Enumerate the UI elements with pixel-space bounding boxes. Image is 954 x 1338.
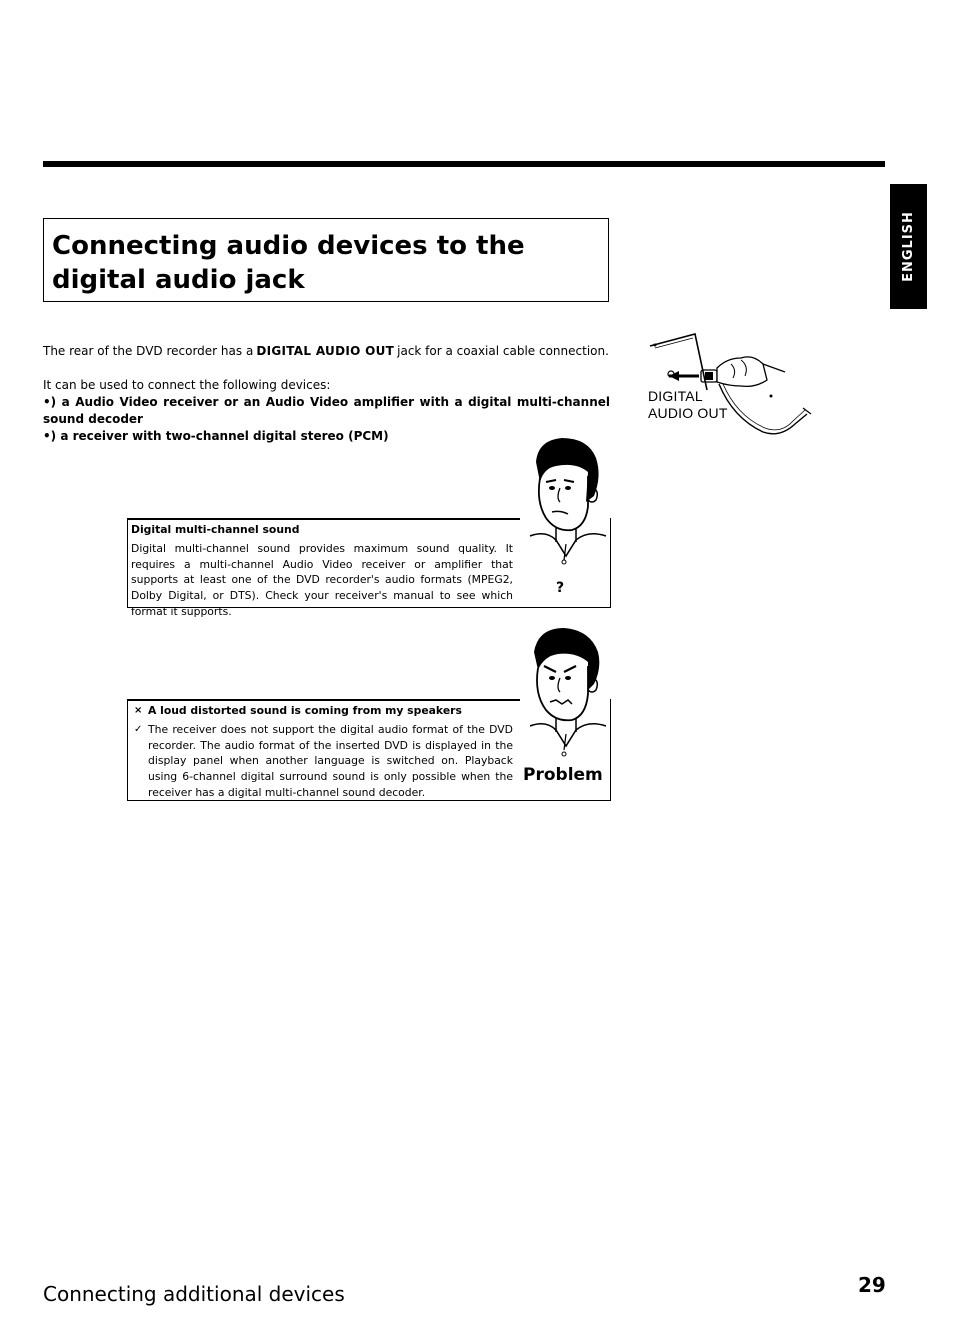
frustrated-man-icon bbox=[516, 622, 612, 762]
page-number: 29 bbox=[858, 1273, 886, 1297]
use-paragraph: It can be used to connect the following devices: bbox=[43, 378, 331, 392]
title-box bbox=[43, 218, 609, 302]
footer-section-title: Connecting additional devices bbox=[43, 1282, 345, 1306]
digital-audio-out-illustration bbox=[645, 328, 815, 440]
problem-text: A loud distorted sound is coming from my speakers bbox=[148, 704, 462, 717]
body-text bbox=[43, 343, 610, 445]
top-rule bbox=[43, 161, 885, 167]
problem-label: Problem bbox=[523, 765, 603, 785]
cable-plug-icon bbox=[645, 328, 815, 440]
problem-mark-icon: × bbox=[134, 705, 143, 716]
device-item: •) a Audio Video receiver or an Audio Video amplifier with a digital multi-channel sound decoder bbox=[43, 395, 610, 426]
solution-text: The receiver does not support the digital audio format of the DVD recorder. The audio format of the inserted DVD is displayed in the display panel when another language is switched on. Playback using 6-channel digital surround sound is only possible when the receiver has a digital multi-channel sound decoder. bbox=[148, 722, 513, 799]
digital-audio-out-keyword: DIGITAL AUDIO OUT bbox=[256, 344, 395, 358]
audio-out-label: AUDIO OUT bbox=[648, 405, 728, 421]
question-label: ? bbox=[556, 580, 565, 596]
solution-row bbox=[134, 722, 513, 801]
page-title: Connecting audio devices to the digital audio jack bbox=[52, 231, 525, 295]
device-item: •) a receiver with two-channel digital stereo (PCM) bbox=[43, 429, 389, 443]
problem-row bbox=[134, 703, 513, 719]
language-tab bbox=[890, 184, 927, 309]
intro-paragraph: The rear of the DVD recorder has a DIGITAL AUDIO OUT jack for a coaxial cable connection. bbox=[43, 344, 609, 358]
thinking-man-icon bbox=[516, 432, 612, 572]
digital-label: DIGITAL bbox=[648, 388, 703, 404]
checkmark-icon: ✓ bbox=[134, 723, 143, 735]
language-tab-label: ENGLISH bbox=[901, 211, 917, 282]
info-note-title: Digital multi-channel sound bbox=[131, 523, 300, 536]
info-note-text: Digital multi-channel sound provides maximum sound quality. It requires a multi-channel Audio Video receiver or amplifier that supports at least one of the DVD recorder's audio formats (MPEG2, Dolby Digital, or DTS). Check your receiver's manual to see which format it supports. bbox=[131, 541, 513, 618]
